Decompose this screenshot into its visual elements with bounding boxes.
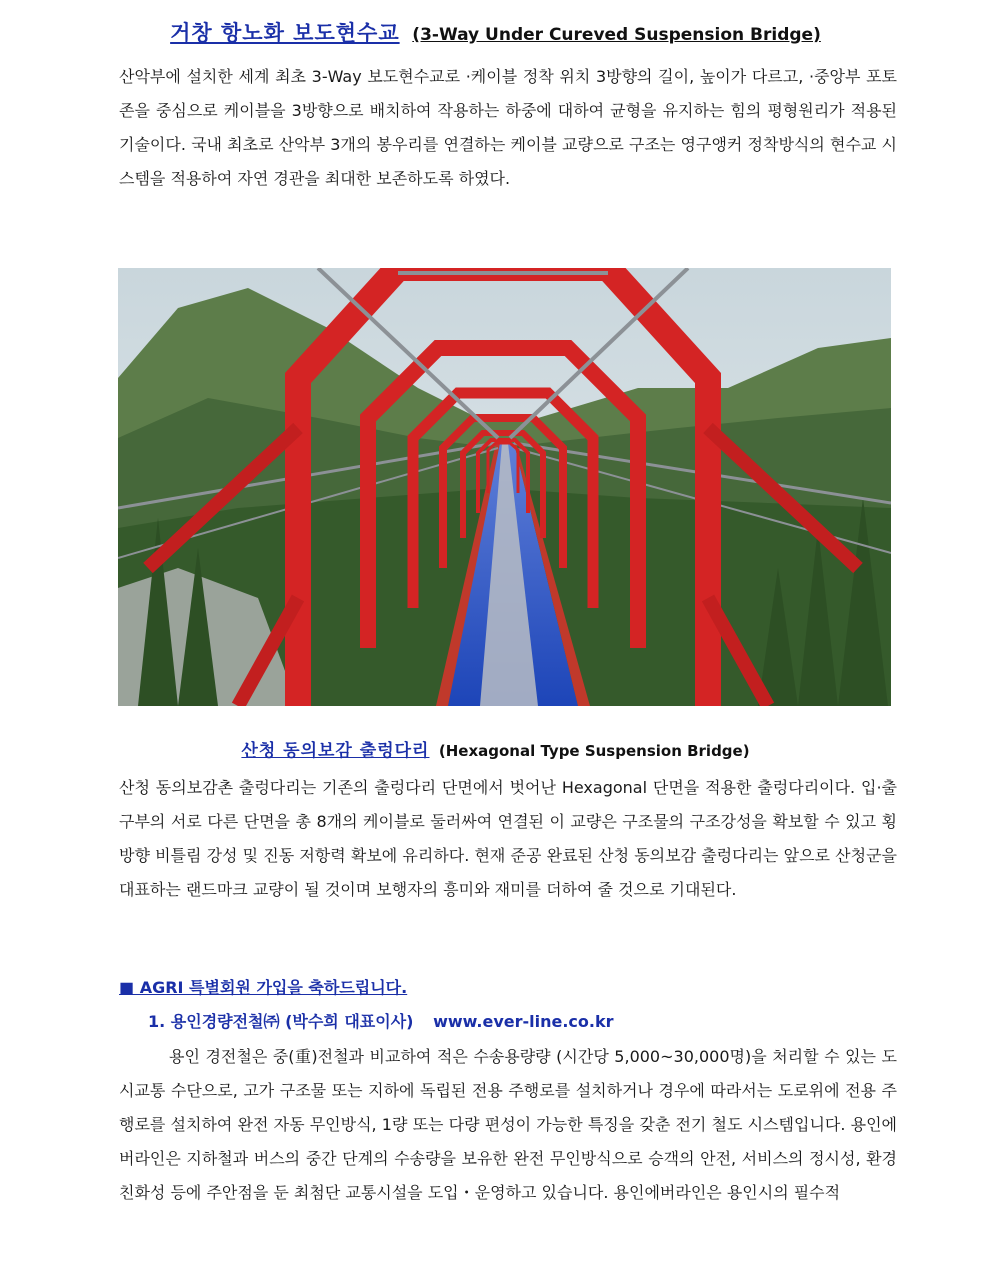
section2-title-en: (Hexagonal Type Suspension Bridge) [438,742,750,760]
section3-heading: ■ AGRI 특별회원 가입을 축하드립니다. [119,978,408,997]
section1-title-kr: 거창 항노화 보도현수교 [170,21,400,45]
member-url-link[interactable]: www.ever-line.co.kr [433,1012,614,1031]
section1-body: 산악부에 설치한 세계 최초 3-Way 보도현수교로 ·케이블 정착 위치 3방향의 길이, 높이가 다르고, ·중앙부 포토존을 중심으로 케이블을 3방향으로 배치하여 작용하는 하중에 대하여 균형을 유지하는 힘의 평형원리가 적용된 기술이다. 국내 최초로 산악부 3개의 봉우리를 연결하는 케이블 교량으로 구조는 영구앵커 정착방식의 현수교 시스템을 적용하여 자연 경관을 최대한 보존하도록 하였다. [119,67,897,188]
section2-title [0,736,991,766]
section1-title-en: (3-Way Under Cureved Suspension Bridge) [412,25,821,45]
section2-title-kr: 산청 동의보감 출렁다리 [241,741,430,761]
bridge-photo [118,268,891,706]
section2-body: 산청 동의보감촌 출렁다리는 기존의 출렁다리 단면에서 벗어난 Hexagonal 단면을 적용한 출렁다리이다. 입·출구부의 서로 다른 단면을 총 8개의 케이블로 둘러싸여 연결된 이 교량은 구조물의 구조강성을 확보할 수 있고 횡방향 비틀림 강성 및 진동 저항력 확보에 유리하다. 현재 준공 완료된 산청 동의보감 출렁다리는 앞으로 산청군을 대표하는 랜드마크 교량이 될 것이며 보행자의 흥미와 재미를 더하여 줄 것으로 기대된다. [119,778,897,899]
member-heading [148,1008,614,1036]
section1-title [0,18,991,50]
member-title: 1. 용인경량전철㈜ (박수희 대표이사) [148,1012,414,1031]
section3-body: 용인 경전철은 중(重)전철과 비교하여 적은 수송용량량 (시간당 5,000~30,000명)을 처리할 수 있는 도시교통 수단으로, 고가 구조물 또는 지하에 독립된 전용 주행로를 설치하거나 경우에 따라서는 도로위에 전용 주행로를 설치하여 완전 자동 무인방식, 1량 또는 다량 편성이 가능한 특징을 갖춘 전기 철도 시스템입니다. 용인에버라인은 지하철과 버스의 중간 단계의 수송량을 보유한 완전 무인방식으로 승객의 안전, 서비스의 정시성, 환경친화성 등에 주안점을 둔 최첨단 교통시설을 도입・운영하고 있습니다. 용인에버라인은 용인시의 필수적 [119,1047,897,1202]
